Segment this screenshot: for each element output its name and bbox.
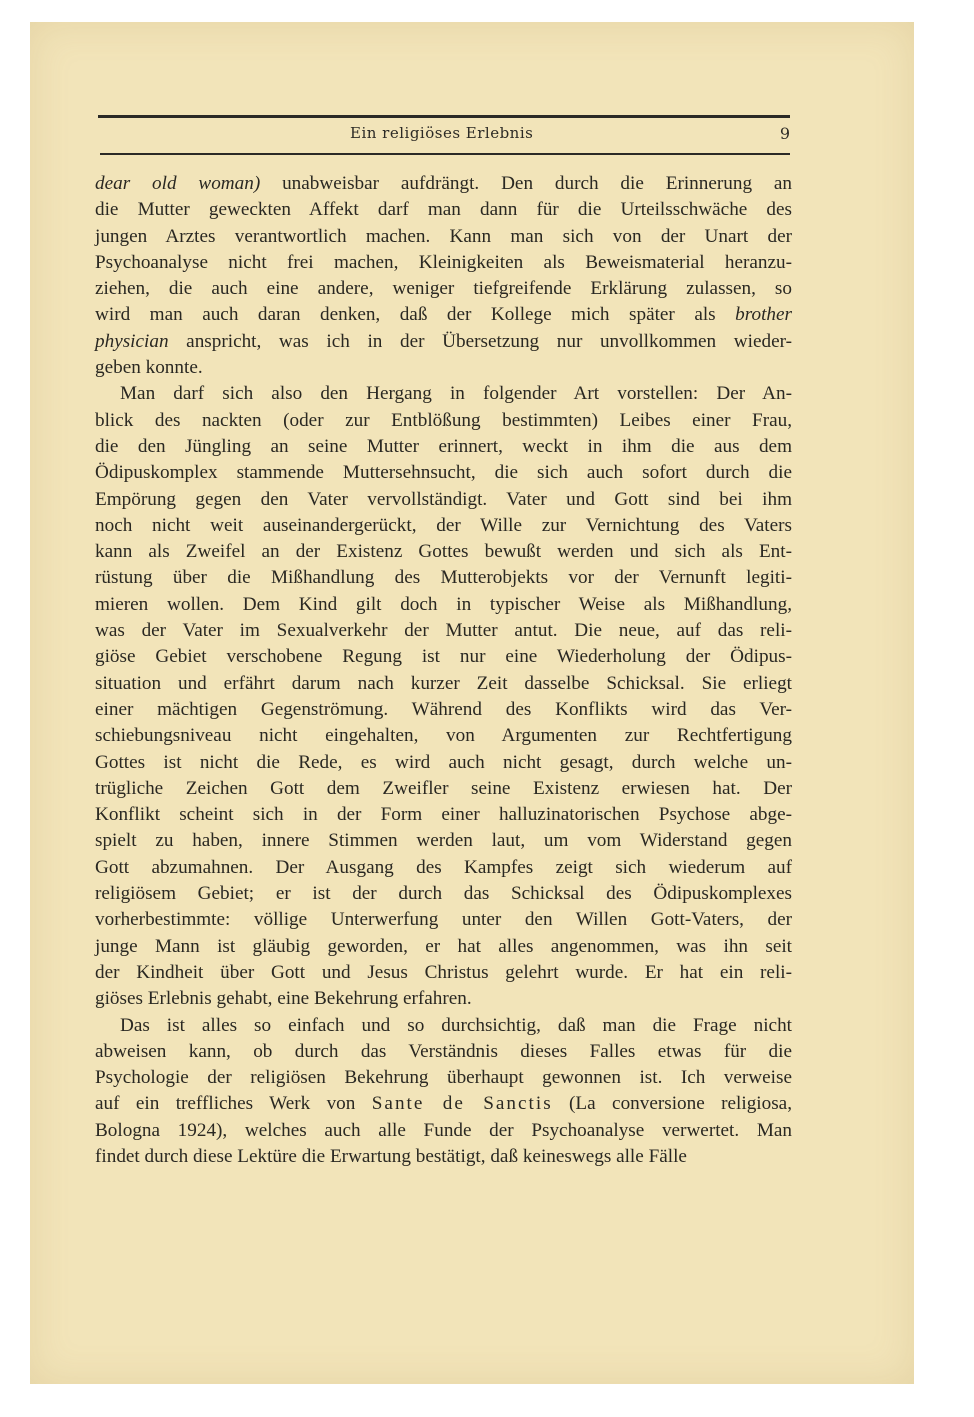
- text-line: [95, 250, 792, 276]
- header-rule-bottom: [100, 153, 790, 155]
- text-line: [95, 644, 792, 670]
- line-text: ziehen, die auch eine andere, weniger tiefgreifende Erklärung zulassen, so: [95, 278, 792, 300]
- text-line: [95, 487, 792, 513]
- line-text: Psychologie der religiösen Bekehrung überhaupt gewonnen ist. Ich verweise: [95, 1067, 792, 1089]
- line-text: Bologna 1924), welches auch alle Funde der Psychoanalyse verwertet. Man: [95, 1119, 792, 1141]
- text-line: [95, 355, 792, 381]
- text-line: [95, 171, 792, 197]
- line-text: trügliche Zeichen Gott dem Zweifler seine Existenz erwiesen hat. Der: [95, 777, 792, 799]
- line-text: schiebungsniveau nicht eingehalten, von Argumenten zur Rechtfertigung: [95, 725, 792, 747]
- text-line: [95, 224, 792, 250]
- text-line: [95, 986, 792, 1012]
- text-line: [95, 697, 792, 723]
- line-text: jungen Arztes verantwortlich machen. Kann man sich von der Unart der: [95, 225, 792, 247]
- text-line: [95, 434, 792, 460]
- text-line: [95, 513, 792, 539]
- line-text: giöse Gebiet verschobene Regung ist nur eine Wiederholung der Ödipus-: [95, 646, 792, 668]
- line-text: spielt zu haben, innere Stimmen werden laut, um vom Widerstand gegen: [95, 830, 792, 852]
- italic-text: physician: [95, 330, 169, 352]
- line-text: religiösem Gebiet; er ist der durch das Schicksal des Ödipuskomplexes: [95, 883, 792, 905]
- line-text: Gott abzumahnen. Der Ausgang des Kampfes zeigt sich wiederum auf: [95, 856, 792, 878]
- line-text: Ödipuskomplex stammende Muttersehnsucht, die sich auch sofort durch die: [95, 462, 792, 484]
- line-text: giöses Erlebnis gehabt, eine Bekehrung erfahren.: [95, 988, 472, 1010]
- text-line: [95, 828, 792, 854]
- line-text: junge Mann ist gläubig geworden, er hat alles angenommen, was ihn seit: [95, 935, 792, 957]
- spaced-name: Sante de Sanctis: [371, 1093, 553, 1115]
- text-line: [95, 565, 792, 591]
- text-line: [95, 381, 792, 407]
- italic-text: dear old woman): [95, 173, 261, 194]
- text-line: [95, 408, 792, 434]
- line-text: Psychoanalyse nicht frei machen, Kleinigkeiten als Beweismaterial heranzu-: [95, 251, 792, 273]
- text-line: [95, 934, 792, 960]
- text-line: [95, 1065, 792, 1091]
- text-line: [95, 460, 792, 486]
- page-number: 9: [779, 124, 790, 143]
- line-text: mieren wollen. Dem Kind gilt doch in typischer Weise als Mißhandlung,: [95, 593, 792, 615]
- line-text: die den Jüngling an seine Mutter erinnert, weckt in ihm die aus dem: [95, 435, 792, 457]
- text-line: [95, 776, 792, 802]
- line-text: findet durch diese Lektüre die Erwartung bestätigt, daß keineswegs alle Fälle: [95, 1145, 687, 1167]
- line-text: was der Vater im Sexualverkehr der Mutter antut. Die neue, auf das reli-: [95, 620, 792, 642]
- text-line: [95, 276, 792, 302]
- line-text: blick des nackten (oder zur Entblößung bestimmten) Leibes einer Frau,: [95, 409, 792, 431]
- text-line: [95, 1091, 792, 1117]
- line-text: auf ein treffliches Werk von: [95, 1093, 372, 1115]
- body-text: [95, 171, 792, 1170]
- line-text: kann als Zweifel an der Existenz Gottes bewußt werden und sich als Ent-: [95, 541, 792, 563]
- text-line: [95, 960, 792, 986]
- line-text: Das ist alles so einfach und so durchsichtig, daß man die Frage nicht: [120, 1014, 792, 1036]
- line-text: unabweisbar aufdrängt. Den durch die Erinnerung an: [260, 173, 793, 194]
- line-text: situation und erfährt darum nach kurzer Zeit dasselbe Schicksal. Sie erliegt: [95, 672, 792, 694]
- text-line: [95, 1144, 792, 1170]
- paragraph: [95, 1013, 792, 1171]
- text-line: [95, 1118, 792, 1144]
- italic-text: brother: [735, 304, 792, 326]
- line-text: abweisen kann, ob durch das Verständnis dieses Falles etwas für die: [95, 1040, 792, 1062]
- text-line: [95, 592, 792, 618]
- text-line: [95, 855, 792, 881]
- line-text: vorherbestimmte: völlige Unterwerfung unter den Willen Gott-Vaters, der: [95, 909, 792, 931]
- text-line: [95, 618, 792, 644]
- text-line: [95, 1039, 792, 1065]
- text-line: [95, 197, 792, 223]
- line-text: Empörung gegen den Vater vervollständigt. Vater und Gott sind bei ihm: [95, 488, 792, 510]
- line-text: die Mutter geweckten Affekt darf man dann für die Urteilsschwäche des: [95, 199, 792, 221]
- line-text: einer mächtigen Gegenströmung. Während des Konflikts wird das Ver-: [95, 698, 792, 720]
- line-text: anspricht, was ich in der Übersetzung nur unvollkommen wieder-: [168, 330, 792, 352]
- line-text: Konflikt scheint sich in der Form einer halluzinatorischen Psychose abge-: [95, 804, 792, 826]
- text-line: [95, 881, 792, 907]
- text-line: [95, 302, 792, 328]
- running-title: Ein religiöses Erlebnis: [350, 124, 534, 142]
- line-text: Gottes ist nicht die Rede, es wird auch nicht gesagt, durch welche un-: [95, 751, 792, 773]
- line-text: wird man auch daran denken, daß der Kollege mich später als: [95, 304, 736, 326]
- line-text: Man darf sich also den Hergang in folgender Art vorstellen: Der An-: [120, 383, 792, 405]
- text-line: [95, 329, 792, 355]
- line-text: rüstung über die Mißhandlung des Mutterobjekts vor der Vernunft legiti-: [95, 567, 792, 589]
- line-text: (La conversione religiosa,: [552, 1093, 792, 1115]
- text-line: [95, 1013, 792, 1039]
- paragraph: [95, 171, 792, 381]
- text-line: [95, 723, 792, 749]
- text-line: [95, 750, 792, 776]
- text-line: [95, 802, 792, 828]
- text-line: [95, 671, 792, 697]
- text-line: [95, 539, 792, 565]
- text-line: [95, 907, 792, 933]
- paragraph: [95, 381, 792, 1012]
- line-text: geben konnte.: [95, 357, 203, 379]
- header-rule-top: [98, 115, 790, 118]
- line-text: noch nicht weit auseinandergerückt, der Wille zur Vernichtung des Vaters: [95, 514, 792, 536]
- line-text: der Kindheit über Gott und Jesus Christus gelehrt wurde. Er hat ein reli-: [95, 961, 792, 983]
